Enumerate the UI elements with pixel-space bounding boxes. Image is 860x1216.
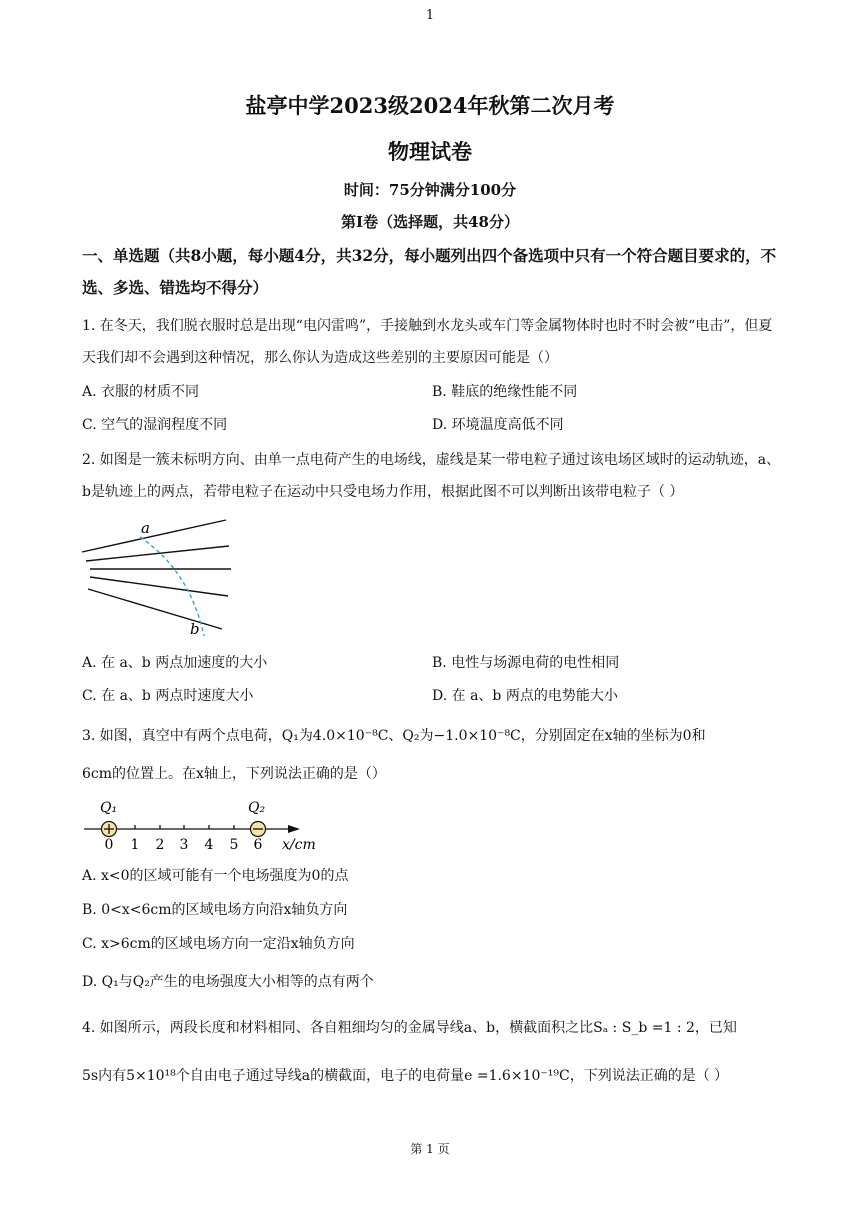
q3-option-d: D. Q₁与Q₂产生的电场强度大小相等的点有两个 [82, 974, 374, 990]
page-top-number: 1 [425, 8, 435, 23]
q3-option-c: C. x>6cm的区域电场方向一定沿x轴负方向 [82, 936, 355, 952]
axis-unit-label: x/cm [282, 837, 316, 853]
q3-option-b: B. 0<x<6cm的区域电场方向沿x轴负方向 [82, 902, 348, 918]
field-line [90, 577, 228, 596]
q3-option-a: A. x<0的区域可能有一个电场强度为0的点 [82, 868, 349, 884]
tick-label: 6 [253, 837, 263, 853]
section-header: 一、单选题（共8小题，每小题4分，共32分，每小题列出四个备选项中只有一个符合题目要求的，不选、多选、错选均不得分） [82, 246, 777, 297]
question-4-stem-line1: 4. 如图所示，两段长度和材料相同、各自粗细均匀的金属导线a、b，横截面积之比Sₐ : S_b =1 : 2，已知 [82, 1020, 737, 1036]
tick-label: 2 [155, 837, 165, 853]
question-1-stem: 1. 在冬天，我们脱衣服时总是出现“电闪雷鸣”，手接触到水龙头或车门等金属物体时也时不时会被“电击”，但夏天我们却不会遇到这种情况，那么你认为造成这些差别的主要原因可能是（） [82, 318, 773, 366]
q1-label: Q₁ [100, 800, 118, 816]
time-info: 时间：75分钟满分100分 [343, 181, 517, 199]
x-axis-figure [80, 794, 320, 854]
tick-label: 0 [104, 837, 114, 853]
q2-option-a: A. 在 a、b 两点加速度的大小 [82, 655, 268, 671]
q2-option-d: D. 在 a、b 两点的电势能大小 [432, 688, 618, 704]
tick-label: 3 [179, 837, 189, 853]
q1-option-c: C. 空气的湿润程度不同 [82, 417, 228, 433]
q2-option-b: B. 电性与场源电荷的电性相同 [432, 655, 620, 671]
question-3-stem-line1: 3. 如图，真空中有两个点电荷，Q₁为4.0×10⁻⁸C、Q₂为−1.0×10⁻⁸C，分别固定在x轴的坐标为0和 [82, 728, 706, 744]
electric-field-figure [78, 516, 238, 640]
question-4-stem-line2: 5s内有5×10¹⁸个自由电子通过导线a的横截面，电子的电荷量e =1.6×10⁻¹⁹C，下列说法正确的是（ ） [82, 1068, 729, 1084]
question-2-stem: 2. 如图是一簇未标明方向、由单一点电荷产生的电场线，虚线是某一带电粒子通过该电场区域时的运动轨迹，a、b是轨迹上的两点，若带电粒子在运动中只受电场力作用，根据此图不可以判断出该带电粒子（ ） [82, 452, 781, 500]
question-3-stem-line2: 6cm的位置上。在x轴上，下列说法正确的是（） [82, 766, 386, 782]
q1-option-b: B. 鞋底的绝缘性能不同 [432, 384, 578, 400]
q1-option-a: A. 衣服的材质不同 [82, 384, 200, 400]
field-line [88, 589, 222, 629]
exam-subject: 物理试卷 [388, 139, 472, 164]
tick-label: 5 [229, 837, 239, 853]
q1-option-d: D. 环境温度高低不同 [432, 417, 564, 433]
point-b-label: b [190, 620, 200, 638]
tick-label: 4 [204, 837, 214, 853]
q2-option-c: C. 在 a、b 两点时速度大小 [82, 688, 254, 704]
x-axis-arrow [288, 825, 300, 833]
tick-label: 1 [130, 837, 140, 853]
part-header: 第Ⅰ卷（选择题，共48分） [341, 213, 519, 231]
field-line [86, 546, 229, 561]
q2-label: Q₂ [248, 800, 266, 816]
point-a-label: a [141, 519, 150, 537]
page-footer: 第 1 页 [410, 1142, 450, 1156]
exam-title: 盐亭中学2023级2024年秋第二次月考 [245, 93, 615, 118]
